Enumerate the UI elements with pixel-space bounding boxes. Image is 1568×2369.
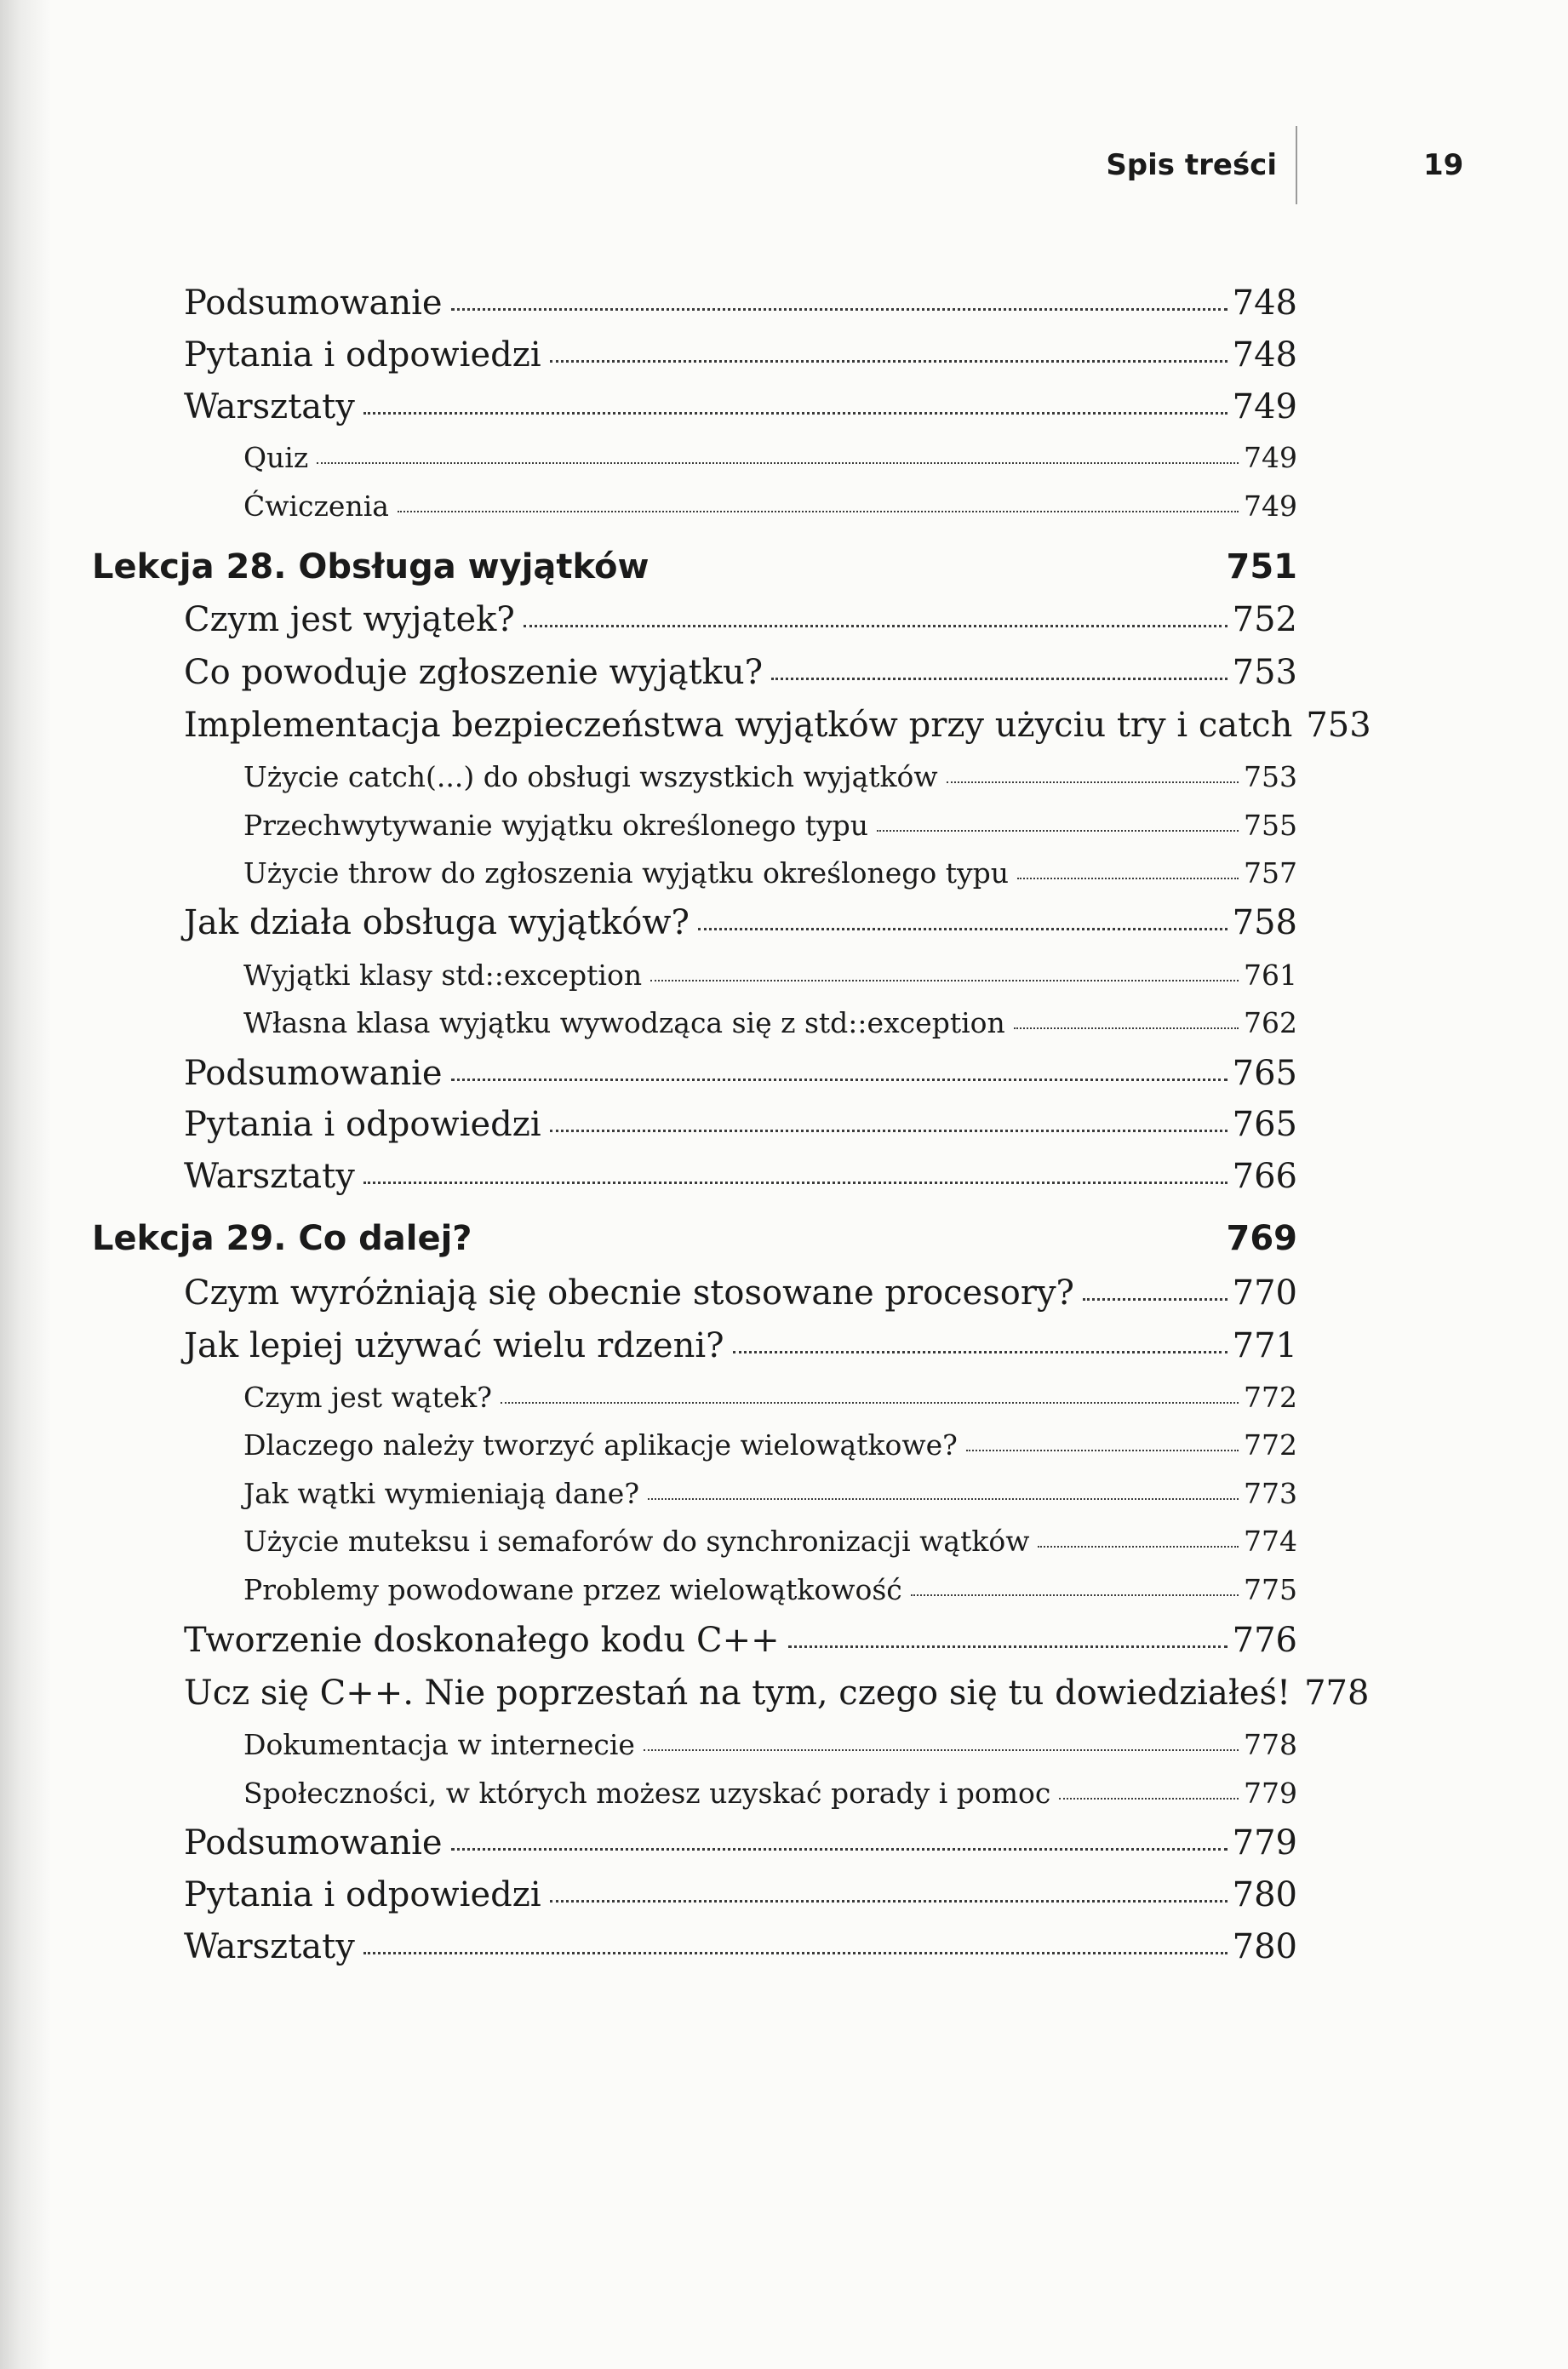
leader-dots (363, 1952, 1228, 1954)
toc-entry-title: Ćwiczenia (243, 489, 389, 523)
toc-entry-title: Warsztaty (184, 1157, 355, 1196)
leader-dots (550, 1900, 1228, 1903)
toc-entry (184, 653, 1297, 692)
toc-entry (184, 1927, 1297, 1966)
toc-entry (184, 1621, 1297, 1660)
toc-entry (184, 1157, 1297, 1196)
toc-entry-page: 765 (1232, 1105, 1297, 1144)
toc-entry-title: Dlaczego należy tworzyć aplikacje wielowątkowe? (243, 1428, 958, 1462)
toc-entry-title: Społeczności, w których możesz uzyskać porady i pomoc (243, 1777, 1051, 1810)
toc-entry-title: Przechwytywanie wyjątku określonego typu (243, 809, 869, 842)
toc-subentry (243, 1573, 1297, 1606)
toc-entry-title: Jak działa obsługa wyjątków? (184, 903, 690, 942)
toc-subentry (243, 958, 1297, 992)
toc-entry-page: 779 (1232, 1823, 1297, 1863)
toc-entry-page: 752 (1232, 600, 1297, 639)
toc-subentry (243, 1728, 1297, 1761)
toc-entry-page: 753 (1306, 706, 1371, 745)
toc-entry-page: 775 (1244, 1573, 1297, 1606)
leader-dots (788, 1645, 1228, 1648)
leader-dots (966, 1450, 1239, 1451)
leader-dots (698, 928, 1228, 930)
toc-subentry (243, 1381, 1297, 1414)
toc-entry-page: 762 (1244, 1006, 1297, 1039)
toc-subentry (243, 1477, 1297, 1510)
toc-entry-title: Pytania i odpowiedzi (184, 335, 541, 375)
toc-entry-title: Warsztaty (184, 1927, 355, 1966)
toc-entry (184, 1875, 1297, 1914)
toc-entry-page: 771 (1232, 1326, 1297, 1365)
toc-entry-page: 772 (1244, 1381, 1297, 1414)
toc-entry-page: 772 (1244, 1428, 1297, 1462)
leader-dots (911, 1594, 1239, 1596)
toc-entry (184, 706, 1371, 745)
toc-subentry (243, 1525, 1297, 1558)
leader-dots (451, 1079, 1228, 1081)
toc-entry-title: Quiz (243, 441, 309, 474)
toc-entry-page: 773 (1244, 1477, 1297, 1510)
toc-entry-page: 765 (1232, 1054, 1297, 1093)
lesson-page: 751 (1226, 547, 1297, 587)
toc-entry-title: Tworzenie doskonałego kodu C++ (184, 1621, 780, 1660)
toc-entry (184, 903, 1297, 942)
leader-dots (947, 781, 1239, 783)
toc-entry-title: Wyjątki klasy std::exception (243, 958, 643, 992)
toc-entry (184, 387, 1297, 426)
toc-entry-page: 779 (1244, 1777, 1297, 1810)
lesson-title: Lekcja 28. Obsługa wyjątków (92, 547, 650, 587)
toc-entry-page: 749 (1244, 441, 1297, 474)
toc-entry (184, 1273, 1297, 1313)
lesson-heading (92, 547, 1297, 587)
toc-entry-page: 758 (1232, 903, 1297, 942)
leader-dots (550, 360, 1228, 363)
toc-entry-title: Czym jest wątek? (243, 1381, 492, 1414)
lesson-page: 769 (1226, 1219, 1297, 1258)
toc-entry-page: 778 (1244, 1728, 1297, 1761)
toc-entry (184, 600, 1297, 639)
toc-subentry (243, 1428, 1297, 1462)
toc-entry-title: Warsztaty (184, 387, 355, 426)
page-number: 19 (1423, 148, 1464, 182)
toc-entry-page: 748 (1232, 283, 1297, 323)
toc-entry-title: Dokumentacja w internecie (243, 1728, 635, 1761)
toc-subentry (243, 1006, 1297, 1039)
lesson-heading (92, 1219, 1297, 1258)
toc-entry-title: Pytania i odpowiedzi (184, 1875, 541, 1914)
leader-dots (1014, 1027, 1239, 1029)
toc-entry-title: Użycie catch(...) do obsługi wszystkich wyjątków (243, 760, 938, 793)
toc-entry-title: Podsumowanie (184, 283, 443, 323)
toc-entry (184, 335, 1297, 375)
toc-entry-page: 778 (1304, 1674, 1370, 1713)
leader-dots (1017, 878, 1239, 879)
leader-dots (363, 412, 1228, 415)
leader-dots (877, 830, 1239, 832)
leader-dots (1059, 1798, 1239, 1800)
toc-entry-page: 753 (1244, 760, 1297, 793)
toc-entry-page: 749 (1244, 489, 1297, 523)
toc-entry (184, 1674, 1370, 1713)
toc-subentry (243, 489, 1297, 523)
toc-entry-title: Czym jest wyjątek? (184, 600, 515, 639)
toc-entry-title: Jak wątki wymieniają dane? (243, 1477, 640, 1510)
toc-subentry (243, 809, 1297, 842)
toc-entry-page: 780 (1232, 1927, 1297, 1966)
leader-dots (771, 678, 1228, 680)
toc-entry-page: 766 (1232, 1157, 1297, 1196)
toc-entry-page: 753 (1232, 653, 1297, 692)
leader-dots (363, 1182, 1228, 1184)
leader-dots (1038, 1546, 1239, 1548)
toc-entry-page: 761 (1244, 958, 1297, 992)
toc-subentry (243, 760, 1297, 793)
toc-subentry (243, 856, 1297, 890)
toc-entry-title: Własna klasa wyjątku wywodząca się z std::exception (243, 1006, 1005, 1039)
leader-dots (648, 1498, 1239, 1500)
leader-dots (644, 1749, 1239, 1751)
leader-dots (451, 1848, 1228, 1851)
toc-entry-title: Czym wyróżniają się obecnie stosowane procesory? (184, 1273, 1074, 1313)
toc-entry-title: Pytania i odpowiedzi (184, 1105, 541, 1144)
leader-dots (550, 1130, 1228, 1132)
toc-entry-page: 776 (1232, 1621, 1297, 1660)
toc-entry (184, 1823, 1297, 1863)
toc-entry-page: 774 (1244, 1525, 1297, 1558)
toc-entry-page: 755 (1244, 809, 1297, 842)
toc-entry-page: 780 (1232, 1875, 1297, 1914)
toc-entry (184, 1105, 1297, 1144)
toc-entry-page: 757 (1244, 856, 1297, 890)
toc-entry-title: Jak lepiej używać wielu rdzeni? (184, 1326, 724, 1365)
toc-entry-title: Implementacja bezpieczeństwa wyjątków przy użyciu try i catch (184, 706, 1293, 745)
toc-entry-title: Ucz się C++. Nie poprzestań na tym, czego się tu dowiedziałeś! (184, 1674, 1291, 1713)
leader-dots (650, 980, 1239, 981)
leader-dots (524, 625, 1228, 627)
toc-subentry (243, 441, 1297, 474)
leader-dots (398, 511, 1239, 512)
running-header-title: Spis treści (1106, 148, 1277, 182)
leader-dots (317, 462, 1239, 464)
toc-entry-page: 770 (1232, 1273, 1297, 1313)
leader-dots (733, 1351, 1228, 1353)
toc-subentry (243, 1777, 1297, 1810)
toc-entry-title: Użycie muteksu i semaforów do synchronizacji wątków (243, 1525, 1030, 1558)
leader-dots (451, 308, 1228, 311)
lesson-title: Lekcja 29. Co dalej? (92, 1219, 472, 1258)
toc-entry-title: Użycie throw do zgłoszenia wyjątku określonego typu (243, 856, 1010, 890)
toc-entry-page: 748 (1232, 335, 1297, 375)
toc-entry-title: Podsumowanie (184, 1823, 443, 1863)
toc-entry (184, 283, 1297, 323)
toc-entry-title: Podsumowanie (184, 1054, 443, 1093)
toc-entry-page: 749 (1232, 387, 1297, 426)
toc-entry-title: Co powoduje zgłoszenie wyjątku? (184, 653, 764, 692)
toc-entry (184, 1054, 1297, 1093)
leader-dots (1083, 1298, 1228, 1301)
leader-dots (501, 1402, 1239, 1404)
toc-entry (184, 1326, 1297, 1365)
toc-entry-title: Problemy powodowane przez wielowątkowość (243, 1573, 902, 1606)
